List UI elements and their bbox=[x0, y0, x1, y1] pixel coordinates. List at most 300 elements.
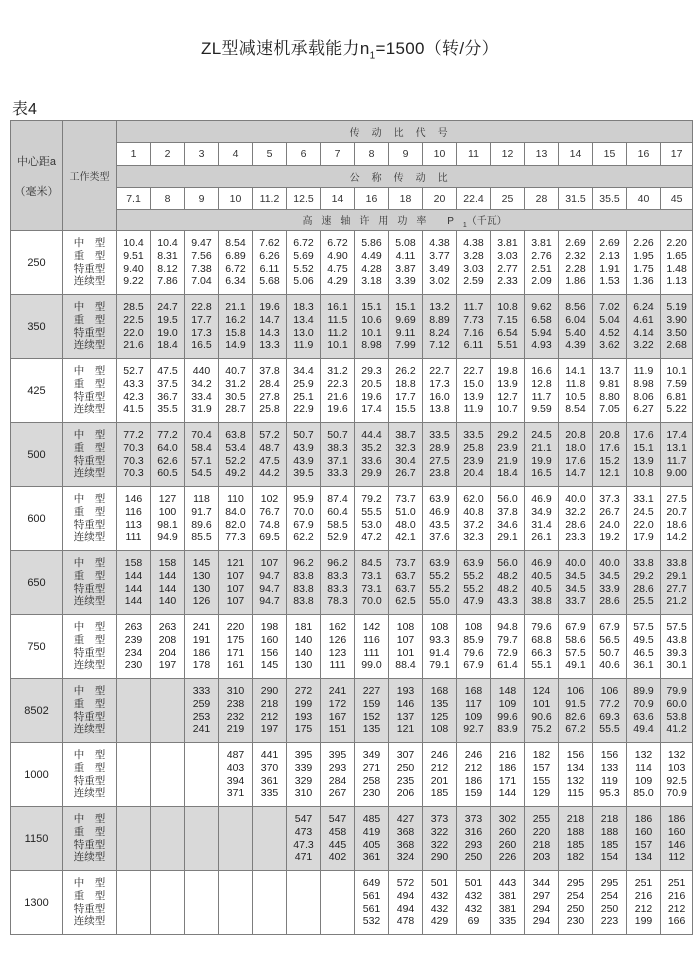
power-cell bbox=[627, 679, 661, 743]
power-values: 20.8 17.6 15.2 12.1 bbox=[599, 429, 620, 480]
power-values: 427 368 368 324 bbox=[396, 813, 415, 864]
power-cell bbox=[151, 423, 185, 487]
power-cell bbox=[525, 487, 559, 551]
power-cell bbox=[491, 423, 525, 487]
power-cell bbox=[525, 423, 559, 487]
power-cell bbox=[525, 615, 559, 679]
power-values: 168 117 109 92.7 bbox=[463, 685, 484, 736]
power-values: 108 85.9 79.6 67.9 bbox=[463, 621, 484, 672]
table-row bbox=[11, 615, 693, 679]
power-cell bbox=[559, 743, 593, 807]
power-values: 44.4 35.2 33.6 29.9 bbox=[361, 429, 382, 480]
power-cell bbox=[287, 551, 321, 615]
power-cell bbox=[525, 871, 559, 935]
nominal-ratio-cell: 7.1 bbox=[117, 188, 151, 210]
power-values: 33.5 25.8 23.9 20.4 bbox=[463, 429, 484, 480]
power-values: 31.2 22.3 21.6 19.6 bbox=[327, 365, 348, 416]
power-cell bbox=[559, 359, 593, 423]
power-values: 220 175 171 161 bbox=[226, 621, 245, 672]
power-values: 52.7 43.3 42.3 41.5 bbox=[123, 365, 144, 416]
power-values: 27.5 20.7 18.6 14.2 bbox=[666, 493, 687, 544]
power-cell bbox=[661, 359, 693, 423]
power-values: 182 157 155 129 bbox=[532, 749, 551, 800]
nominal-ratio-cell: 28 bbox=[525, 188, 559, 210]
power-values: 22.8 17.7 17.3 16.5 bbox=[191, 301, 212, 352]
power-cell bbox=[627, 743, 661, 807]
power-values: 79.6 68.8 66.3 55.1 bbox=[531, 621, 552, 672]
power-cell bbox=[525, 359, 559, 423]
work-type-header: 工作类型 bbox=[63, 121, 117, 231]
power-cell bbox=[321, 359, 355, 423]
power-values: 19.6 14.7 14.3 13.3 bbox=[259, 301, 280, 352]
power-values: 79.2 55.5 53.0 47.2 bbox=[361, 493, 382, 544]
power-cell bbox=[627, 615, 661, 679]
power-cell bbox=[151, 679, 185, 743]
ratio-code-cell: 9 bbox=[389, 143, 423, 166]
power-cell bbox=[661, 615, 693, 679]
power-values: 57.5 43.8 39.3 30.1 bbox=[666, 621, 687, 672]
ratio-code-cell: 1 bbox=[117, 143, 151, 166]
power-cell bbox=[457, 615, 491, 679]
power-values: 6.72 4.90 4.75 4.29 bbox=[327, 237, 348, 288]
power-cell bbox=[457, 423, 491, 487]
work-type-cell bbox=[63, 359, 117, 423]
power-values: 63.9 46.9 43.5 37.6 bbox=[429, 493, 450, 544]
work-type-cell bbox=[63, 743, 117, 807]
power-cell bbox=[287, 359, 321, 423]
power-values: 34.4 25.9 25.1 22.9 bbox=[293, 365, 314, 416]
power-cell bbox=[151, 871, 185, 935]
power-cell bbox=[593, 231, 627, 295]
power-values: 10.4 9.51 9.40 9.22 bbox=[123, 237, 144, 288]
power-cell bbox=[423, 743, 457, 807]
power-label-unit: （千瓦） bbox=[466, 215, 507, 227]
power-cell bbox=[593, 487, 627, 551]
work-type-list: 中 型 重 型 特重型 连续型 bbox=[73, 365, 106, 416]
center-distance-cell: 8502 bbox=[11, 679, 63, 743]
ratio-code-cell: 13 bbox=[525, 143, 559, 166]
power-cell bbox=[593, 807, 627, 871]
power-values: 7.62 6.26 6.11 5.68 bbox=[259, 237, 280, 288]
power-values: 118 91.7 89.6 85.5 bbox=[191, 493, 212, 544]
power-cell bbox=[423, 551, 457, 615]
power-values: 40.0 32.2 28.6 23.3 bbox=[565, 493, 586, 544]
nominal-ratio-header: 公称传动比 bbox=[117, 166, 693, 188]
ratio-code-header: 传动比代号 bbox=[117, 121, 693, 143]
power-values: 102 76.7 74.8 69.5 bbox=[259, 493, 280, 544]
power-values: 29.2 23.9 21.9 18.4 bbox=[497, 429, 518, 480]
power-cell bbox=[355, 359, 389, 423]
power-values: 50.7 38.3 37.1 33.3 bbox=[327, 429, 348, 480]
power-cell bbox=[185, 871, 219, 935]
ratio-code-cell: 15 bbox=[593, 143, 627, 166]
work-type-cell bbox=[63, 295, 117, 359]
table-row bbox=[11, 551, 693, 615]
power-cell bbox=[491, 231, 525, 295]
power-values: 485 419 405 361 bbox=[362, 813, 381, 864]
center-distance-header bbox=[11, 121, 63, 231]
power-cell bbox=[423, 871, 457, 935]
power-cell bbox=[627, 807, 661, 871]
title-main: ZL型减速机承载能力n bbox=[201, 39, 370, 58]
power-values: 84.5 73.1 73.1 70.0 bbox=[361, 557, 382, 608]
power-values: 168 135 125 108 bbox=[430, 685, 449, 736]
power-cell bbox=[151, 807, 185, 871]
power-values: 24.5 21.1 19.9 16.5 bbox=[531, 429, 552, 480]
power-values: 107 94.7 94.7 94.7 bbox=[259, 557, 280, 608]
power-cell bbox=[219, 615, 253, 679]
power-cell bbox=[219, 359, 253, 423]
table-row bbox=[11, 679, 693, 743]
power-values: 16.6 12.8 11.7 9.59 bbox=[531, 365, 552, 416]
power-cell bbox=[321, 743, 355, 807]
power-values: 33.8 29.1 27.7 21.2 bbox=[666, 557, 687, 608]
power-values: 501 432 432 69 bbox=[464, 877, 483, 928]
power-values: 11.9 8.98 8.06 6.27 bbox=[633, 365, 654, 416]
power-cell bbox=[423, 487, 457, 551]
power-cell bbox=[355, 487, 389, 551]
power-values: 181 140 140 130 bbox=[294, 621, 313, 672]
power-values: 373 322 322 290 bbox=[430, 813, 449, 864]
power-values: 56.0 37.8 34.6 29.1 bbox=[497, 493, 518, 544]
power-cell bbox=[423, 359, 457, 423]
power-values: 121 107 107 107 bbox=[226, 557, 245, 608]
ratio-code-cell: 2 bbox=[151, 143, 185, 166]
power-cell bbox=[321, 231, 355, 295]
power-values: 241 191 186 178 bbox=[192, 621, 211, 672]
power-values: 2.26 1.95 1.75 1.36 bbox=[633, 237, 654, 288]
power-cell bbox=[559, 871, 593, 935]
power-values: 186 160 146 112 bbox=[667, 813, 686, 864]
power-cell bbox=[117, 871, 151, 935]
power-values: 50.7 43.9 43.9 39.5 bbox=[293, 429, 314, 480]
power-cell bbox=[593, 423, 627, 487]
power-cell bbox=[253, 679, 287, 743]
power-values: 110 84.0 82.0 77.3 bbox=[225, 493, 246, 544]
power-values: 272 199 193 175 bbox=[294, 685, 313, 736]
power-values: 15.1 9.69 9.11 7.99 bbox=[395, 301, 416, 352]
nominal-ratio-cell: 20 bbox=[423, 188, 457, 210]
power-values: 94.8 79.7 72.9 61.4 bbox=[497, 621, 518, 672]
power-values: 246 212 201 185 bbox=[430, 749, 449, 800]
power-values: 77.2 64.0 62.6 60.5 bbox=[157, 429, 178, 480]
power-cell bbox=[117, 551, 151, 615]
power-cell bbox=[593, 871, 627, 935]
power-cell bbox=[219, 423, 253, 487]
power-cell bbox=[423, 295, 457, 359]
nominal-ratio-cell: 12.5 bbox=[287, 188, 321, 210]
power-values: 9.62 6.58 5.94 4.93 bbox=[531, 301, 552, 352]
power-values: 19.8 13.9 12.7 10.7 bbox=[497, 365, 518, 416]
power-values: 218 188 185 154 bbox=[600, 813, 619, 864]
power-cell bbox=[321, 679, 355, 743]
power-cell bbox=[219, 487, 253, 551]
power-values: 17.4 13.1 11.7 9.00 bbox=[666, 429, 687, 480]
power-cell bbox=[151, 615, 185, 679]
power-cell bbox=[389, 423, 423, 487]
power-cell bbox=[661, 743, 693, 807]
power-values: 46.9 40.5 40.5 38.8 bbox=[531, 557, 552, 608]
nominal-ratio-cell: 31.5 bbox=[559, 188, 593, 210]
power-values: 263 208 204 197 bbox=[158, 621, 177, 672]
power-values: 77.2 70.3 70.3 70.3 bbox=[123, 429, 144, 480]
power-cell bbox=[491, 615, 525, 679]
power-values: 96.2 83.3 83.3 78.3 bbox=[327, 557, 348, 608]
power-values: 40.0 34.5 34.5 33.7 bbox=[565, 557, 586, 608]
power-values: 440 34.2 33.4 31.9 bbox=[191, 365, 212, 416]
power-values: 4.38 3.28 3.03 2.59 bbox=[463, 237, 484, 288]
work-type-list: 中 型 重 型 特重型 连续型 bbox=[73, 429, 106, 480]
power-values: 8.54 6.89 6.72 6.34 bbox=[225, 237, 246, 288]
power-values: 37.8 28.4 27.8 25.8 bbox=[259, 365, 280, 416]
power-cell bbox=[661, 807, 693, 871]
nominal-ratio-cell: 16 bbox=[355, 188, 389, 210]
power-values: 547 458 445 402 bbox=[328, 813, 347, 864]
power-values: 158 144 144 140 bbox=[158, 557, 177, 608]
nominal-ratio-cell: 35.5 bbox=[593, 188, 627, 210]
power-cell bbox=[627, 551, 661, 615]
power-cell bbox=[423, 807, 457, 871]
power-cell bbox=[219, 551, 253, 615]
power-values: 2.69 2.32 2.28 1.86 bbox=[565, 237, 586, 288]
work-type-cell bbox=[63, 423, 117, 487]
power-values: 22.7 17.3 16.0 13.8 bbox=[429, 365, 450, 416]
work-type-list: 中 型 重 型 特重型 连续型 bbox=[73, 813, 106, 864]
power-values: 198 160 156 145 bbox=[260, 621, 279, 672]
power-cell bbox=[117, 231, 151, 295]
power-cell bbox=[423, 679, 457, 743]
power-cell bbox=[491, 487, 525, 551]
power-values: 46.9 34.9 31.4 26.1 bbox=[531, 493, 552, 544]
power-cell bbox=[117, 807, 151, 871]
power-cell bbox=[627, 871, 661, 935]
power-values: 10.8 7.15 6.54 5.51 bbox=[497, 301, 518, 352]
power-cell bbox=[457, 487, 491, 551]
power-cell bbox=[525, 743, 559, 807]
power-cell bbox=[491, 359, 525, 423]
power-cell bbox=[253, 615, 287, 679]
power-values: 11.7 7.73 7.16 6.11 bbox=[463, 301, 484, 352]
nominal-ratio-cell: 40 bbox=[627, 188, 661, 210]
power-cell bbox=[355, 615, 389, 679]
power-cell bbox=[389, 807, 423, 871]
power-cell bbox=[219, 807, 253, 871]
power-cell bbox=[355, 423, 389, 487]
power-values: 89.9 70.9 63.6 49.4 bbox=[633, 685, 654, 736]
power-cell bbox=[389, 231, 423, 295]
power-values: 57.2 48.7 47.5 44.2 bbox=[259, 429, 280, 480]
title-rest: =1500（转/分） bbox=[375, 39, 499, 58]
power-values: 156 133 119 95.3 bbox=[599, 749, 620, 800]
nominal-ratio-cell: 45 bbox=[661, 188, 693, 210]
center-distance-cell: 600 bbox=[11, 487, 63, 551]
center-distance-unit: （毫米） bbox=[14, 185, 59, 198]
power-cell bbox=[457, 359, 491, 423]
power-values: 79.9 60.0 53.8 41.2 bbox=[666, 685, 687, 736]
power-cell bbox=[151, 551, 185, 615]
power-cell bbox=[185, 679, 219, 743]
power-cell bbox=[389, 871, 423, 935]
power-cell bbox=[151, 743, 185, 807]
power-cell bbox=[661, 423, 693, 487]
power-values: 487 403 394 371 bbox=[226, 749, 245, 800]
power-cell bbox=[219, 743, 253, 807]
power-cell bbox=[423, 423, 457, 487]
power-cell bbox=[321, 871, 355, 935]
power-values: 87.4 60.4 58.5 52.9 bbox=[327, 493, 348, 544]
work-type-list: 中 型 重 型 特重型 连续型 bbox=[73, 621, 106, 672]
power-values: 21.1 16.2 15.8 14.9 bbox=[225, 301, 246, 352]
work-type-cell bbox=[63, 679, 117, 743]
power-values: 373 316 293 250 bbox=[464, 813, 483, 864]
power-values: 572 494 494 478 bbox=[396, 877, 415, 928]
power-cell bbox=[593, 679, 627, 743]
table-row bbox=[11, 807, 693, 871]
power-cell bbox=[627, 359, 661, 423]
power-values: 251 216 212 166 bbox=[667, 877, 686, 928]
power-cell bbox=[253, 743, 287, 807]
ratio-code-cell: 16 bbox=[627, 143, 661, 166]
ratio-code-cell: 14 bbox=[559, 143, 593, 166]
power-cell bbox=[253, 487, 287, 551]
ratio-code-cell: 12 bbox=[491, 143, 525, 166]
power-values: 29.3 20.5 19.6 17.4 bbox=[361, 365, 382, 416]
power-values: 395 293 284 267 bbox=[328, 749, 347, 800]
power-cell bbox=[185, 295, 219, 359]
power-cell bbox=[457, 743, 491, 807]
power-cell bbox=[491, 871, 525, 935]
power-cell bbox=[253, 423, 287, 487]
power-cell bbox=[457, 295, 491, 359]
power-cell bbox=[355, 807, 389, 871]
power-values: 263 239 234 230 bbox=[124, 621, 143, 672]
power-values: 344 297 294 294 bbox=[532, 877, 551, 928]
work-type-list: 中 型 重 型 特重型 连续型 bbox=[73, 749, 106, 800]
power-cell bbox=[593, 295, 627, 359]
power-values: 67.9 58.6 57.5 49.1 bbox=[565, 621, 586, 672]
power-cell bbox=[185, 231, 219, 295]
nominal-ratio-cell: 10 bbox=[219, 188, 253, 210]
power-cell bbox=[185, 359, 219, 423]
work-type-cell bbox=[63, 871, 117, 935]
power-cell bbox=[287, 295, 321, 359]
nominal-ratio-cell: 8 bbox=[151, 188, 185, 210]
power-cell bbox=[559, 231, 593, 295]
page-title bbox=[0, 34, 700, 61]
power-cell bbox=[287, 743, 321, 807]
power-values: 443 381 381 335 bbox=[498, 877, 517, 928]
power-cell bbox=[253, 359, 287, 423]
power-values: 33.8 29.2 28.6 25.5 bbox=[633, 557, 654, 608]
power-values: 4.38 3.77 3.49 3.02 bbox=[429, 237, 450, 288]
power-values: 96.2 83.8 83.8 83.8 bbox=[293, 557, 314, 608]
power-values: 63.9 55.2 55.2 55.0 bbox=[429, 557, 450, 608]
power-cell bbox=[219, 295, 253, 359]
power-values: 106 77.2 69.3 55.5 bbox=[599, 685, 620, 736]
power-cell bbox=[661, 679, 693, 743]
power-values: 63.8 53.4 52.2 49.2 bbox=[225, 429, 246, 480]
power-cell bbox=[457, 231, 491, 295]
power-values: 73.7 63.7 63.7 62.5 bbox=[395, 557, 416, 608]
ratio-code-cell: 11 bbox=[457, 143, 491, 166]
center-distance-cell: 650 bbox=[11, 551, 63, 615]
power-values: 302 260 260 226 bbox=[498, 813, 517, 864]
power-cell bbox=[525, 231, 559, 295]
power-cell bbox=[219, 231, 253, 295]
center-distance-cell: 425 bbox=[11, 359, 63, 423]
power-cell bbox=[559, 487, 593, 551]
nominal-ratio-cell: 11.2 bbox=[253, 188, 287, 210]
power-values: 108 107 101 88.4 bbox=[395, 621, 416, 672]
power-cell bbox=[559, 679, 593, 743]
power-values: 307 250 235 206 bbox=[396, 749, 415, 800]
power-cell bbox=[287, 615, 321, 679]
power-values: 193 146 137 121 bbox=[396, 685, 415, 736]
power-cell bbox=[423, 615, 457, 679]
ratio-code-cell: 8 bbox=[355, 143, 389, 166]
power-cell bbox=[627, 231, 661, 295]
power-cell bbox=[389, 743, 423, 807]
power-cell bbox=[321, 615, 355, 679]
power-cell bbox=[491, 807, 525, 871]
power-values: 295 254 250 230 bbox=[566, 877, 585, 928]
power-values: 241 172 167 151 bbox=[328, 685, 347, 736]
power-cell bbox=[389, 295, 423, 359]
power-values: 5.19 3.90 3.50 2.68 bbox=[666, 301, 687, 352]
power-cell bbox=[185, 743, 219, 807]
work-type-list: 中 型 重 型 特重型 连续型 bbox=[73, 877, 106, 928]
power-values: 33.1 24.5 22.0 17.9 bbox=[633, 493, 654, 544]
power-cell bbox=[287, 679, 321, 743]
power-cell bbox=[661, 231, 693, 295]
ratio-code-cell: 3 bbox=[185, 143, 219, 166]
power-cell bbox=[491, 295, 525, 359]
power-values: 246 212 186 159 bbox=[464, 749, 483, 800]
power-values: 251 216 212 199 bbox=[634, 877, 653, 928]
center-distance-cell: 1000 bbox=[11, 743, 63, 807]
power-cell bbox=[355, 295, 389, 359]
table-body bbox=[11, 121, 693, 935]
power-cell bbox=[457, 871, 491, 935]
center-distance-cell: 1150 bbox=[11, 807, 63, 871]
power-cell bbox=[559, 295, 593, 359]
power-cell bbox=[627, 423, 661, 487]
nominal-ratio-cell: 9 bbox=[185, 188, 219, 210]
work-type-list: 中 型 重 型 特重型 连续型 bbox=[73, 557, 106, 608]
power-cell bbox=[389, 551, 423, 615]
power-values: 146 116 113 111 bbox=[124, 493, 143, 544]
power-cell bbox=[491, 551, 525, 615]
power-values: 108 93.3 91.4 79.1 bbox=[429, 621, 450, 672]
work-type-cell bbox=[63, 487, 117, 551]
power-values: 63.9 55.2 55.2 47.9 bbox=[463, 557, 484, 608]
power-cell bbox=[355, 743, 389, 807]
ratio-code-cell: 17 bbox=[661, 143, 693, 166]
power-cell bbox=[355, 679, 389, 743]
power-values: 158 144 144 144 bbox=[124, 557, 143, 608]
power-cell bbox=[593, 743, 627, 807]
nominal-ratio-cell: 25 bbox=[491, 188, 525, 210]
power-values: 142 116 111 99.0 bbox=[361, 621, 382, 672]
power-values: 5.08 4.11 3.87 3.39 bbox=[395, 237, 416, 288]
power-cell bbox=[253, 551, 287, 615]
work-type-cell bbox=[63, 551, 117, 615]
power-cell bbox=[525, 679, 559, 743]
power-cell bbox=[253, 295, 287, 359]
power-cell bbox=[389, 679, 423, 743]
power-values: 186 160 157 134 bbox=[634, 813, 653, 864]
power-values: 40.0 34.5 33.9 28.6 bbox=[599, 557, 620, 608]
